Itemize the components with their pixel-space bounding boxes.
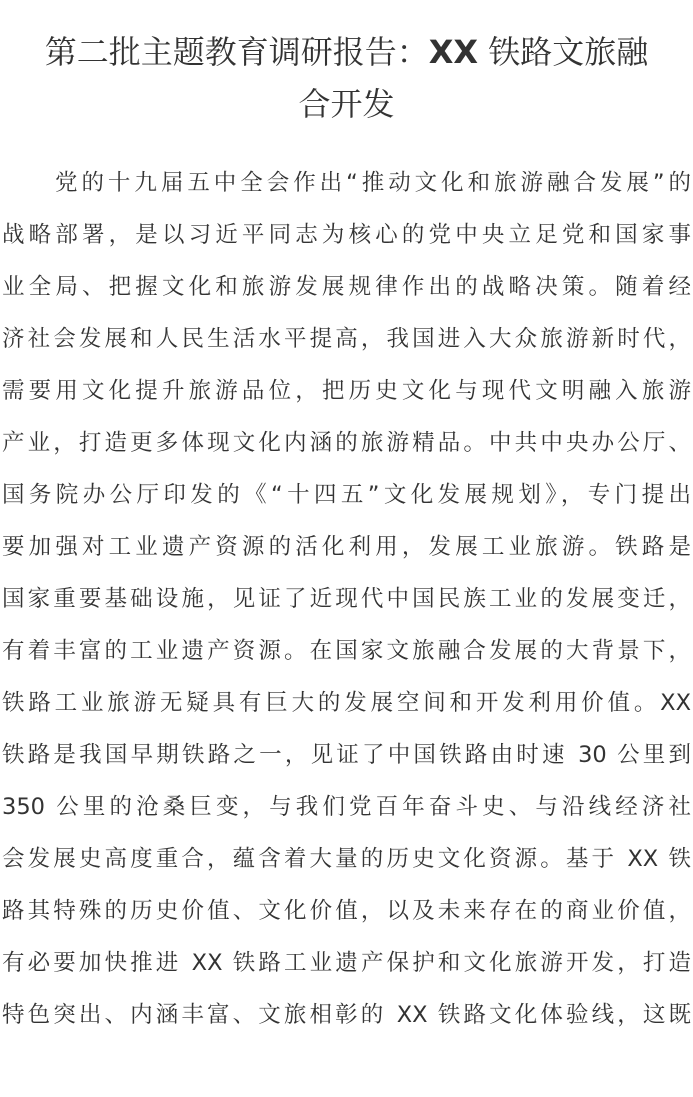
- title-line1-latin: XX: [428, 33, 479, 71]
- paragraph-line: 党的十九届五中全会作出“推动文化和旅游融合发展”的: [55, 170, 691, 196]
- paragraph-line: 特色突出、内涵丰富、文旅相彰的 XX 铁路文化体验线，这既: [2, 1002, 691, 1028]
- paragraph-line: 铁路工业旅游无疑具有巨大的发展空间和开发利用价值。XX: [2, 690, 691, 716]
- paragraph-line: 有必要加快推进 XX 铁路工业遗产保护和文化旅游开发，打造: [2, 950, 691, 976]
- paragraph-line: 要加强对工业遗产资源的活化利用，发展工业旅游。铁路是: [2, 534, 691, 560]
- paragraph-line: 业全局、把握文化和旅游发展规律作出的战略决策。随着经: [2, 274, 691, 300]
- paragraph-line: 产业，打造更多体现文化内涵的旅游精品。中共中央办公厅、: [2, 430, 691, 456]
- paragraph-line: 会发展史高度重合，蕴含着大量的历史文化资源。基于 XX 铁: [2, 846, 691, 872]
- paragraph-line: 有着丰富的工业遗产资源。在国家文旅融合发展的大背景下，: [2, 638, 691, 664]
- paragraph-line: 国务院办公厅印发的《“十四五”文化发展规划》，专门提出: [2, 482, 691, 508]
- paragraph-line: 济社会发展和人民生活水平提高，我国进入大众旅游新时代，: [2, 326, 691, 352]
- title-line1-suffix: 铁路文旅融: [478, 33, 649, 71]
- paragraph-line: 350 公里的沧桑巨变，与我们党百年奋斗史、与沿线经济社: [2, 794, 691, 820]
- paragraph-line: 战略部署，是以习近平同志为核心的党中央立足党和国家事: [2, 222, 691, 248]
- paragraph-line: 需要用文化提升旅游品位，把历史文化与现代文明融入旅游: [2, 378, 691, 404]
- body-paragraph: [0, 157, 693, 1041]
- title-line1-prefix: 第二批主题教育调研报告：: [44, 33, 429, 71]
- title-line2: 合开发: [298, 85, 395, 123]
- paragraph-line: 国家重要基础设施，见证了近现代中国民族工业的发展变迁，: [2, 586, 691, 612]
- document-title: [0, 26, 693, 130]
- paragraph-line: 铁路是我国早期铁路之一，见证了中国铁路由时速 30 公里到: [2, 742, 691, 768]
- paragraph-line: 路其特殊的历史价值、文化价值，以及未来存在的商业价值，: [2, 898, 691, 924]
